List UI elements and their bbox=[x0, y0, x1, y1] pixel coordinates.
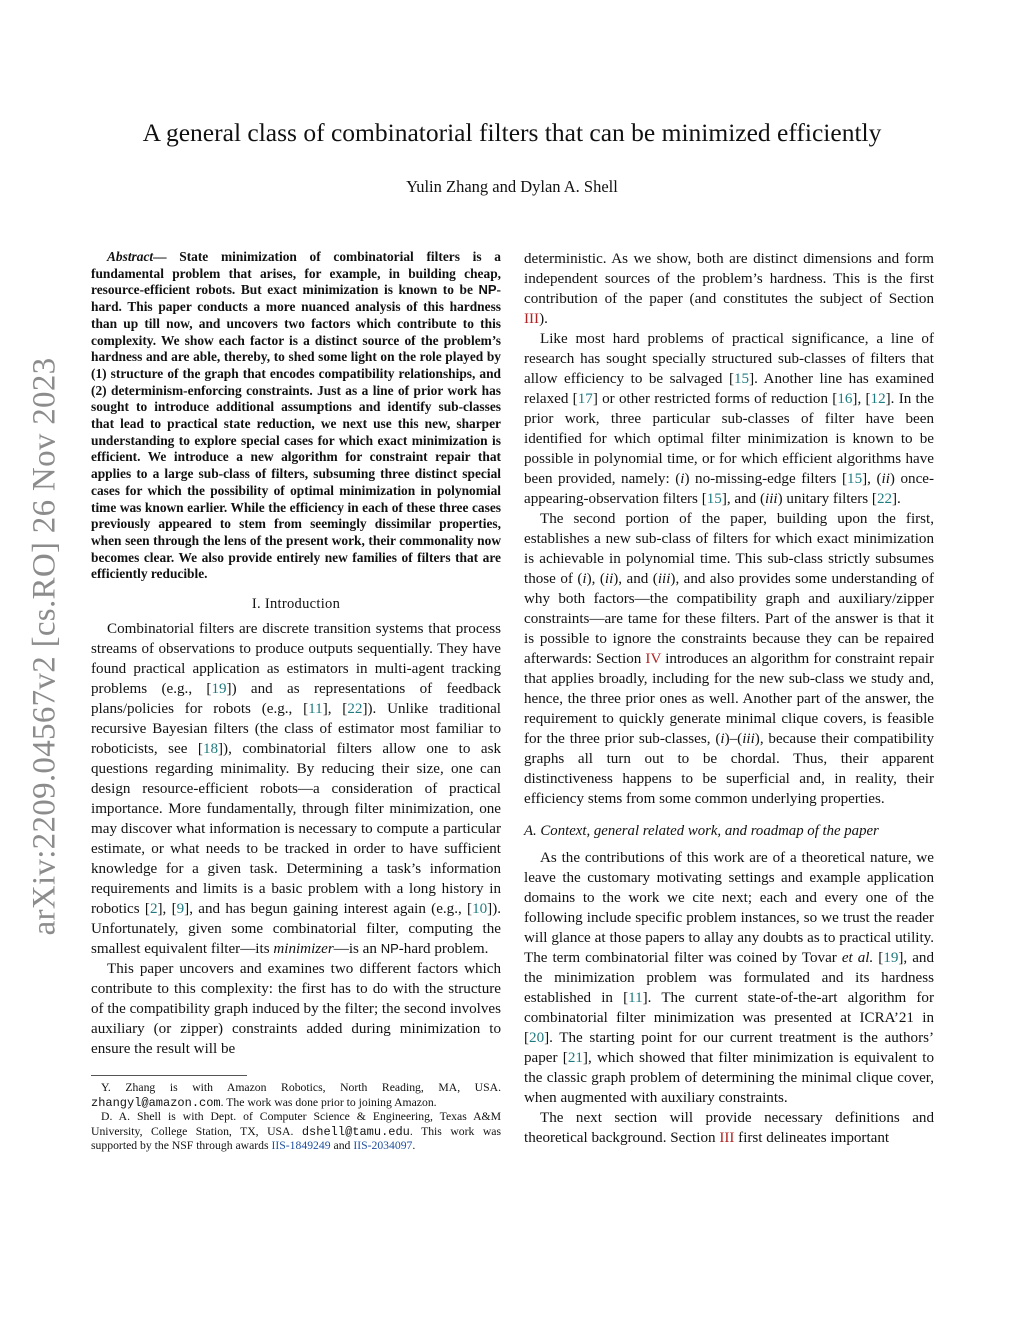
email-link[interactable]: zhangyl@amazon.com bbox=[91, 1095, 221, 1110]
arxiv-identifier: arXiv:2209.04567v2 [cs.RO] 26 Nov 2023 bbox=[26, 357, 63, 935]
citation-link[interactable]: 22 bbox=[347, 701, 363, 718]
citation-link[interactable]: 17 bbox=[577, 391, 593, 407]
citation-link[interactable]: 11 bbox=[628, 990, 643, 1006]
citation-link[interactable]: 19 bbox=[211, 681, 227, 698]
citation-link[interactable]: 22 bbox=[876, 491, 893, 507]
citation-link[interactable]: 9 bbox=[176, 901, 185, 918]
left-column bbox=[91, 249, 501, 1154]
subsection-heading: A. Context, general related work, and roadmap of the paper bbox=[524, 823, 879, 839]
citation-link[interactable]: 21 bbox=[567, 1050, 583, 1066]
citation-link[interactable]: 11 bbox=[308, 701, 323, 718]
footnote-rule bbox=[91, 1075, 247, 1076]
citation-link[interactable]: 12 bbox=[870, 391, 886, 407]
award-link[interactable]: IIS-2034097 bbox=[353, 1139, 413, 1153]
email-link[interactable]: dshell@tamu.edu bbox=[301, 1124, 410, 1139]
section-ref-link[interactable]: IV bbox=[645, 651, 662, 667]
award-link[interactable]: IIS-1849249 bbox=[271, 1139, 331, 1153]
np-term: NP bbox=[478, 282, 497, 298]
right-paragraph-2: Like most hard problems of practical significance, a line of research has sought specially structured sub-classes of filters that allow efficiency to be salvaged [15]. Another line has examined relaxed [17] or other restricted forms of reduction [16], [12]. In the prior work, three particular sub-classes of filter have been identified for which optimal filter minimization is known to be possible in polynomial time, or for which efficient algorithms have been provided, namely: (i) no-missing-edge filters [15], (ii) once-appearing-observation filters [15], and (iii) unitary filters [22]. bbox=[524, 331, 934, 507]
citation-link[interactable]: 15 bbox=[733, 371, 750, 387]
citation-link[interactable]: 19 bbox=[883, 950, 899, 966]
right-paragraph-4: As the contributions of this work are of a theoretical nature, we leave the customary motivating settings and example application domains to the work we cite next; each and every one of the following include specific problem instances, so we trust the reader will glance at those papers to allay any doubts as to practical utility. The term combinatorial filter was coined by Tovar et al. [19], and the minimization problem was formulated and its hardness established in [11]. The current state-of-the-art algorithm for combinatorial filter minimization was presented at ICRA’21 in [20]. The starting point for our current treatment is the authors’ paper [21], which showed that filter minimization is equivalent to the classic graph problem of determining the minimal clique cover, when augmented with auxiliary constraints. bbox=[524, 850, 935, 1106]
citation-link[interactable]: 10 bbox=[472, 901, 488, 918]
citation-link[interactable]: 20 bbox=[529, 1030, 545, 1046]
author-footnote: Y. Zhang is with Amazon Robotics, North Reading, MA, USA. zhangyl@amazon.com. The work was done prior to joining Amazon. D. A. Shell is with Dept. of Computer Science & Engineering, Texas A&M University, College Station, TX, USA. dshell@tamu.edu. This work was supported by the NSF through awards IIS-1849249 and IIS-2034097. bbox=[91, 1081, 501, 1153]
abstract: Abstract— State minimization of combinatorial filters is a fundamental problem that arises, for example, in building cheap, resource-efficient robots. But exact minimization is known to be NP-hard. This paper conducts a more nuanced analysis of this hardness than up till now, and uncovers two factors which contribute to this complexity. We show each factor is a distinct source of the problem’s hardness and are able, thereby, to shed some light on the role played by (1) structure of the graph that encodes compatibility relationships, and (2) determinism-enforcing constraints. Just as a line of prior work has sought to introduce additional assumptions and identify sub-classes that lead to practical state reduction, we next use this new, sharper understanding to explore special cases for which exact minimization is efficient. We introduce a new algorithm for constraint repair that applies to a large sub-class of filters, subsuming three distinct special cases for which the possibility of optimal minimization in polynomial time was known earlier. While the efficiency in each of these three cases previously appeared to stem from seemingly dissimilar properties, when seen through the lens of the present work, their commonality now becomes clear. We also provide entirely new families of filters that are efficiently reducible. bbox=[91, 249, 501, 582]
section-heading-introduction: I. Introduction bbox=[251, 596, 341, 613]
citation-link[interactable]: 15 bbox=[847, 471, 863, 487]
citation-link[interactable]: 15 bbox=[706, 491, 722, 507]
citation-link[interactable]: 2 bbox=[149, 901, 158, 918]
section-ref-link[interactable]: III bbox=[719, 1130, 735, 1146]
arxiv-identifier-stamp bbox=[28, 348, 62, 944]
right-paragraph-1: deterministic. As we show, both are distinct dimensions and form independent sources of the problem’s hardness. This is the first contribution of the paper (and constitutes the subject of Section III). bbox=[524, 251, 934, 327]
section-ref-link[interactable]: III bbox=[524, 311, 540, 327]
paper-title: A general class of combinatorial filters that can be minimized efficiently bbox=[142, 118, 882, 147]
right-paragraph-5: The next section will provide necessary definitions and theoretical background. Section III first delineates important bbox=[524, 1110, 934, 1146]
citation-link[interactable]: 18 bbox=[202, 741, 219, 758]
np-term: NP bbox=[380, 941, 399, 957]
intro-paragraph-2: This paper uncovers and examines two different factors which contribute to this complexity: the first has to do with the structure of the compatibility graph induced by the filter; the second involves auxiliary (or zipper) constraints added during minimization to ensure the result will be bbox=[91, 961, 501, 1058]
right-column bbox=[524, 249, 934, 1148]
citation-link[interactable]: 16 bbox=[837, 391, 853, 407]
right-paragraph-3: The second portion of the paper, building upon the first, establishes a new sub-class of filters for which exact minimization is achievable in polynomial time. This sub-class strictly subsumes those of (i), (ii), and (iii), and also provides some understanding of why both factors—the compatibility graph and auxiliary/zipper constraints—are tame for these filters. Part of the answer is that it is possible to ignore the constraints because they can be repaired afterwards: Section IV introduces an algorithm for constraint repair that applies broadly, including for the new sub-class we study and, hence, the three prior ones as well. Another part of the answer, the requirement to quickly generate minimal clique covers, is feasible for the three prior sub-classes, (i)–(iii), because their compatibility graphs all turn out to be chordal. Thus, their apparent distinctiveness happens to be superficial and, in reality, their efficiency stems from some common underlying properties. bbox=[524, 511, 935, 807]
abstract-label: Abstract bbox=[107, 249, 154, 264]
author-list: Yulin Zhang and Dylan A. Shell bbox=[406, 177, 618, 196]
intro-paragraph-1: Combinatorial filters are discrete transition systems that process streams of observations to produce outputs sequentially. They have found practical application as estimators in multi-agent tracking problems (e.g., [19]) and as representations of feedback plans/policies for robots (e.g., [11], [22]). Unlike traditional recursive Bayesian filters (the class of estimator most familiar to roboticists, see [18]), combinatorial filters allow one to ask questions regarding minimality. By reducing their size, one can design resource-efficient robots—a consideration of practical importance. More fundamentally, through filter minimization, one may discover what information is necessary to compute a particular estimate, or what needs to be tracked in order to have sufficient knowledge for a given task. Determining a task’s information requirements and limits is a basic problem with a long history in robotics [2], [9], and has begun gaining interest again (e.g., [10]). Unfortunately, given some combinatorial filter, computing the smallest equivalent filter—its minimizer—is an NP-hard problem. bbox=[91, 621, 501, 958]
